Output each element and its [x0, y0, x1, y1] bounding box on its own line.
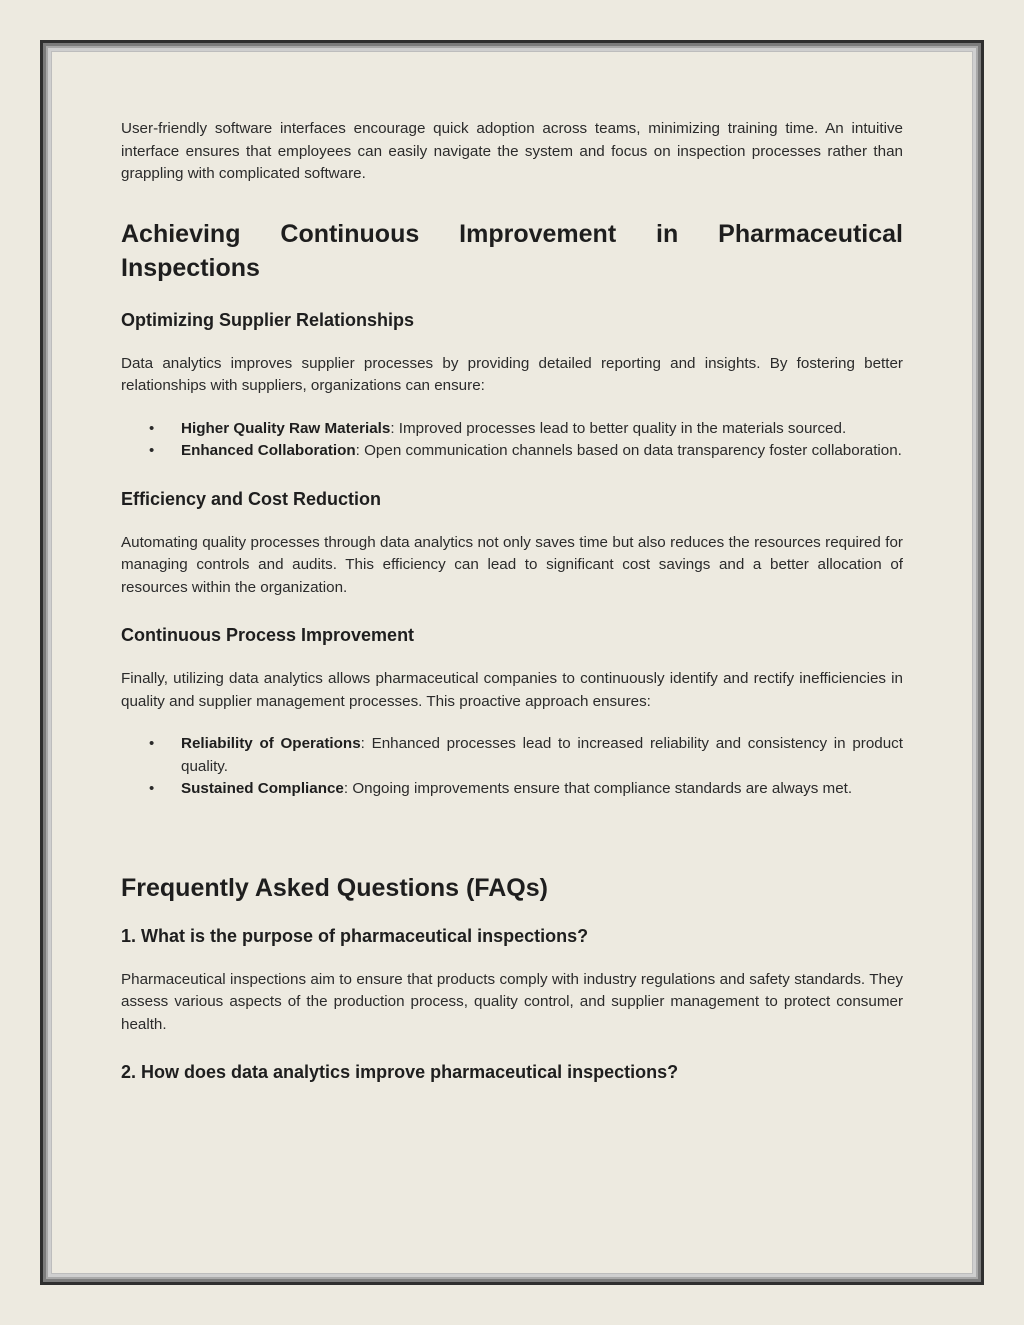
title-word: Improvement	[459, 219, 617, 248]
faq-title: Frequently Asked Questions (FAQs)	[121, 873, 548, 902]
bullet-icon: •	[149, 419, 155, 437]
list-item	[121, 418, 903, 441]
bullet-text: : Improved processes lead to better quality in the materials sourced.	[390, 419, 847, 437]
bullet-term: Higher Quality Raw Materials	[181, 419, 391, 437]
section-title	[121, 217, 903, 285]
continuous-paragraph: Finally, utilizing data analytics allows pharmaceutical companies to continuously identify and rectify inefficiencies in quality and supplier management processes. This proactive approach ensures:	[121, 670, 903, 710]
subheading-efficiency: Efficiency and Cost Reduction	[121, 488, 382, 509]
list-item	[121, 440, 903, 463]
bullet-icon: •	[149, 442, 155, 459]
intro-paragraph: User-friendly software interfaces encourage quick adoption across teams, minimizing training time. An intuitive interface ensures that employees can easily navigate the system and focus on inspection processes rather than grappling with complicated software.	[121, 120, 903, 182]
bullet-term: Reliability of Operations	[181, 735, 361, 752]
bullet-icon: •	[149, 780, 155, 797]
faq-question-2: 2. How does data analytics improve pharmaceutical inspections?	[121, 1062, 679, 1082]
title-word: in	[656, 219, 679, 248]
title-word: Achieving	[121, 219, 241, 248]
faq-answer-1: Pharmaceutical inspections aim to ensure that products comply with industry regulations and safety standards. They assess various aspects of the production process, quality control, and supplier management to protect consumer health.	[121, 970, 903, 1033]
bullet-term: Sustained Compliance	[181, 780, 344, 797]
subheading-continuous: Continuous Process Improvement	[121, 625, 415, 645]
subheading-supplier: Optimizing Supplier Relationships	[121, 309, 415, 330]
supplier-paragraph: Data analytics improves supplier processes by providing detailed reporting and insights. By fostering better relationships with suppliers, organizations can ensure:	[121, 354, 903, 394]
bullet-icon: •	[149, 735, 155, 752]
faq-question-1: 1. What is the purpose of pharmaceutical inspections?	[121, 925, 589, 946]
bullet-text: : Enhanced processes lead to increased reliability and consistency in product quality.	[181, 735, 903, 775]
bullet-text: : Open communication channels based on data transparency foster collaboration.	[355, 442, 902, 459]
title-word: Continuous	[280, 219, 420, 248]
efficiency-paragraph: Automating quality processes through data analytics not only saves time but also reduces the resources required for managing controls and audits. This efficiency can lead to significant cost savings and a better allocation of resources within the organization.	[121, 533, 903, 596]
continuous-bullet-list	[121, 733, 903, 801]
supplier-bullet-list	[121, 418, 903, 463]
document-content	[121, 118, 903, 1084]
section-title-line2: Inspections	[121, 253, 260, 282]
bullet-term: Enhanced Collaboration	[181, 442, 356, 459]
list-item	[121, 733, 903, 778]
list-item	[121, 778, 903, 801]
bullet-text: : Ongoing improvements ensure that compliance standards are always met.	[343, 780, 853, 797]
title-word: Pharmaceutical	[718, 219, 903, 248]
section-title-line1	[121, 217, 903, 251]
